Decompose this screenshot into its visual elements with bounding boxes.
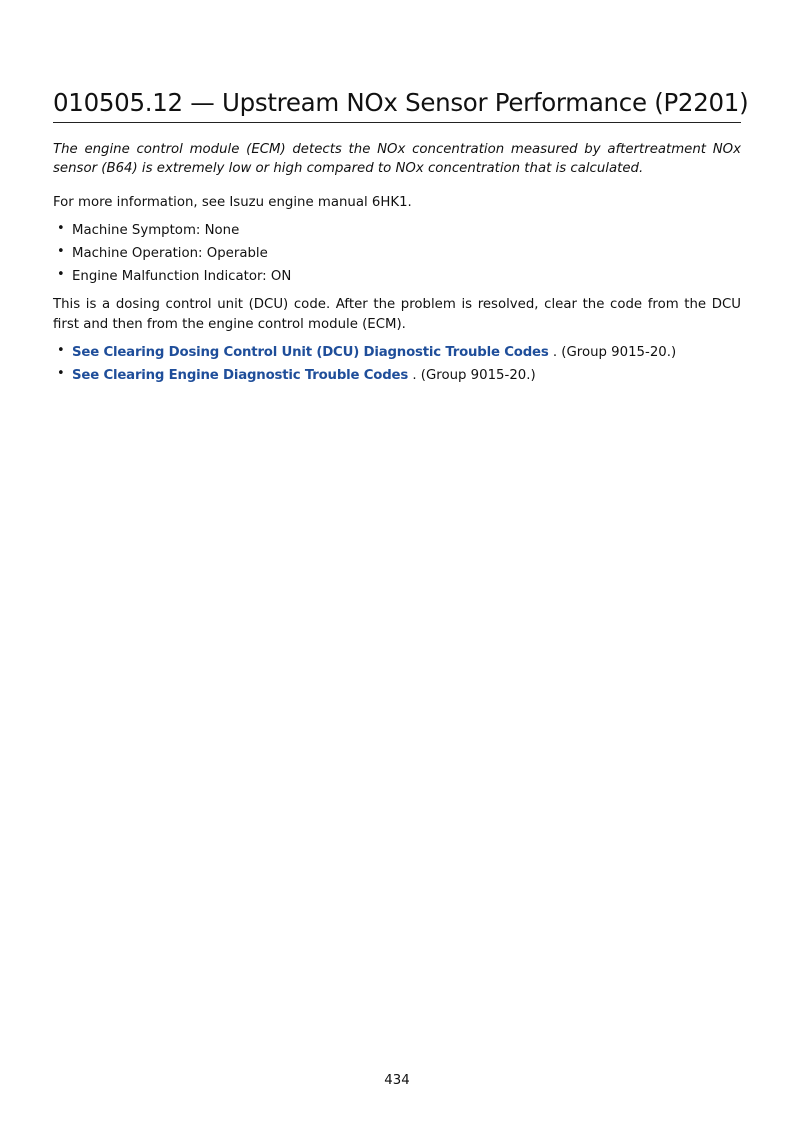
clear-engine-codes-link[interactable]: See Clearing Engine Diagnostic Trouble Codes	[72, 368, 409, 383]
document-page	[53, 0, 749, 1122]
list-item	[53, 242, 741, 265]
list-item	[53, 364, 741, 387]
bullet-icon: •	[57, 221, 65, 236]
list-item	[53, 219, 741, 242]
symptom-text: Machine Symptom: None	[72, 223, 240, 238]
symptom-text: Engine Malfunction Indicator: ON	[72, 269, 292, 284]
bullet-icon: •	[57, 244, 65, 259]
list-item	[53, 265, 741, 288]
link-group-reference: . (Group 9015-20.)	[552, 345, 677, 360]
reference-link-list	[53, 341, 741, 387]
page-number: 434	[384, 1073, 410, 1088]
symptom-text: Machine Operation: Operable	[72, 246, 268, 261]
dcu-note-paragraph: This is a dosing control unit (DCU) code. After the problem is resolved, clear the code from the DCU first and then from the engine control module (ECM).	[53, 297, 741, 332]
list-item	[53, 341, 741, 364]
intro-paragraph: The engine control module (ECM) detects the NOx concentration measured by aftertreatment NOx sensor (B64) is extremely low or high compared to NOx concentration that is calculated.	[53, 142, 741, 176]
bullet-icon: •	[57, 366, 65, 381]
title-divider	[53, 122, 741, 123]
page-title: 010505.12 — Upstream NOx Sensor Performance (P2201)	[53, 88, 749, 117]
bullet-icon: •	[57, 267, 65, 282]
more-info-paragraph: For more information, see Isuzu engine manual 6HK1.	[53, 195, 412, 210]
bullet-icon: •	[57, 343, 65, 358]
clear-dcu-codes-link[interactable]: See Clearing Dosing Control Unit (DCU) Diagnostic Trouble Codes	[72, 345, 549, 360]
link-group-reference: . (Group 9015-20.)	[412, 368, 536, 383]
symptom-list	[53, 219, 741, 288]
